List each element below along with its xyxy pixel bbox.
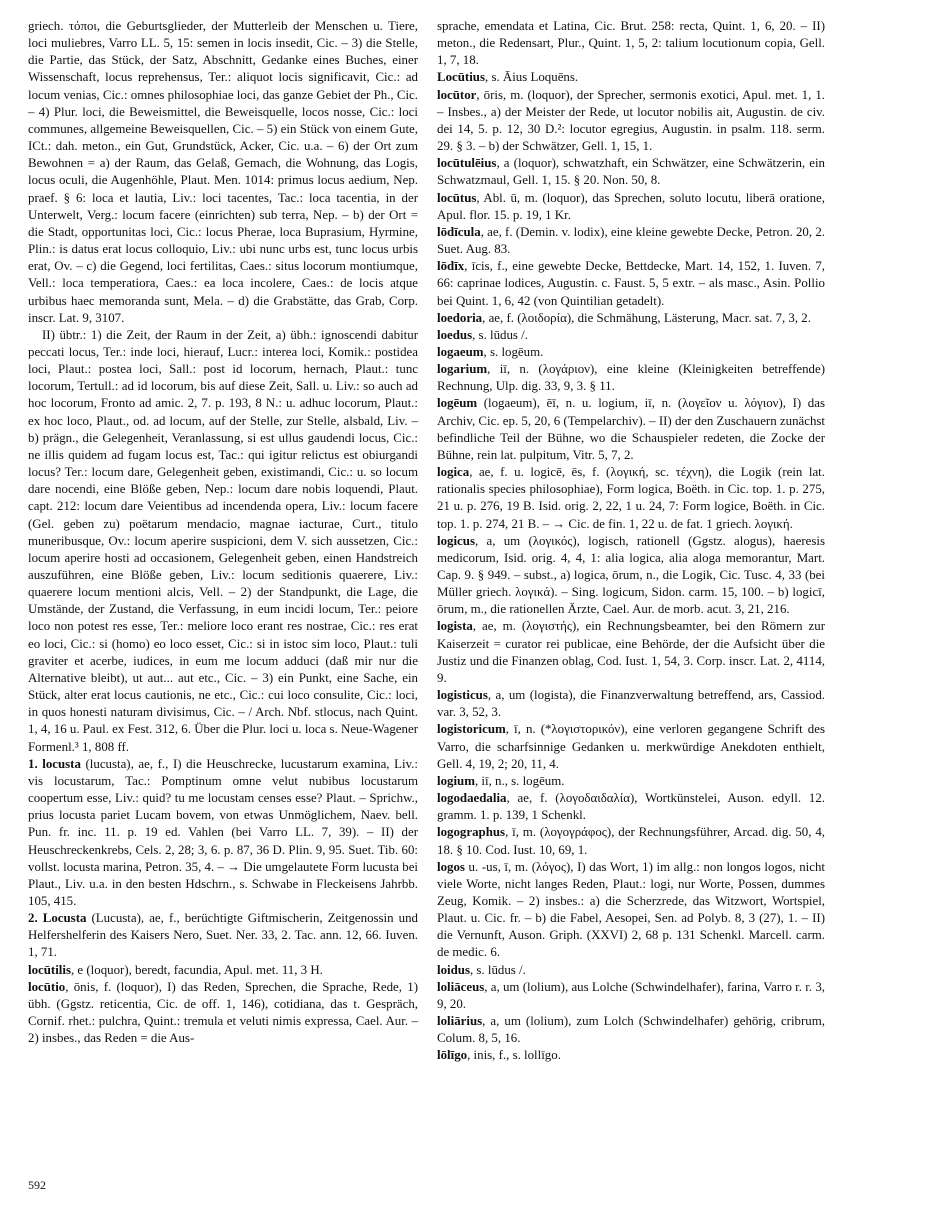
entry-text: , a, um (logista), die Finanzverwaltung betreffend, ars, Cassiod. var. 3, 52, 3.: [437, 688, 825, 720]
entry-headword: 2. Locusta: [28, 911, 87, 926]
entry-headword: loliāceus: [437, 979, 485, 994]
entry-text: , s. lūdus /.: [469, 962, 526, 977]
dictionary-entry: [437, 87, 825, 156]
entry-text: , s. lūdus /.: [472, 327, 528, 342]
entry-headword: logista: [437, 619, 473, 634]
entry-headword: loidus: [437, 962, 470, 977]
dictionary-entry: [28, 979, 418, 1048]
entry-text: u. -us, ī, m. (λόγος), I) das Wort, 1) im allg.: non longos logos, nicht viele Worte, nicht langes Reden, Plaut.: logi, nur Worte, Possen, dummes Zeug, Komik. – 2) insbes.: a) die Scherzrede, das Witzwort, Wortspiel, Plaut. u. Cic. fr. – b) die Fabel, Aesopei, Sen. ad Polyb. 8, 3 (27), 1. – II) die Vernunft, Auson. Griph. (XXVI) 2, 68 p. 131 Schenkl. Marcell. carm. de medic. 6.: [437, 859, 825, 960]
entry-headword: lōdīx: [437, 259, 465, 274]
entry-headword: logistoricum: [437, 722, 506, 737]
dictionary-entry: [437, 361, 825, 395]
entry-headword: loedoria: [437, 310, 483, 325]
entry-headword: logos: [437, 859, 465, 874]
entry-text: sprache, emendata et Latina, Cic. Brut. 258: recta, Quint. 1, 6, 20. – II) meton., die Redensart, Plur., Quint. 1, 5, 2: talium locutionum copia, Gell. 1, 7, 18.: [437, 19, 825, 68]
dictionary-entry: [437, 258, 825, 309]
dictionary-entry: [437, 327, 825, 344]
dictionary-entry: [437, 395, 825, 464]
dictionary-entry: [437, 687, 825, 721]
entry-headword: logodaedalia: [437, 791, 507, 806]
dictionary-entry: [437, 773, 825, 790]
left-column: [28, 18, 418, 1047]
dictionary-entry: [437, 190, 825, 224]
dictionary-entry: [28, 756, 418, 910]
dictionary-entry: [437, 979, 825, 1013]
dictionary-entry: [437, 224, 825, 258]
entry-headword: 1. locusta: [28, 756, 81, 771]
entry-text: griech. τόποι, die Geburtsglieder, der Mutterleib der Menschen u. Tiere, loci muliebres, Varro LL. 5, 15: semen in locis insedit, Cic. – 3) die Stelle, die Partie, das Stück, der Satz, Abschnitt, Gedanke eines Buches, einer Wissenschaft, locus reprehensus, Ter.: aliquot locis significavit, Cic.: ad locum venias, Cic.: omnes philosophiae loci, das ganze Gebiet der Ph., Cic. – 4) Plur. loci, die Beweismittel, die Beweisquelle, locos nosse, Cic.: loci communes, allgemeine Beweisquellen, Cic. – 5) ein Stück von einem Gute, ICt.: dah. meton., ein Gut, Grundstück, Acker, Cic. u.a. – 6) der Ort zum Bewohnen = a) der Raum, das Gelaß, Gemach, die Wohnung, das Logis, locus oculi, die Augenhöhle, Plaut. Men. 1014: primus locus aedium, Nep. praef. § 6: loca et lautia, Liv.: loci tacentes, Tac.: loca tacentia, in der Unterwelt, Verg.: locum facere (einrichten) sub terra, Nep. – b) der Ort = die Stadt, opportunitas loci, Cic.: locus Pherae, loca Buprasium, Hyrmine, Plin.: is datus erat locus colloquio, Liv.: ubi nunc urbs est, tunc locus urbis erat, Ov. – c) die Gegend, loci fertilitas, Caes.: situs locorum montiumque, Vell.: loca temperatiora, Caes.: ea loca incolere, Caes.: de locis atque urbibus haec memoranda sunt, Mela. – d) die Grabstätte, das Grab, Corp. inscr. Lat. 9, 3107.: [28, 19, 418, 325]
dictionary-entry: [437, 69, 825, 86]
dictionary-entry: [28, 327, 418, 756]
entry-text: , s. Āius Loquēns.: [485, 70, 579, 85]
entry-headword: logaeum: [437, 344, 484, 359]
dictionary-entry: [28, 910, 418, 961]
entry-text: , ae, f. (λοιδορία), die Schmähung, Lästerung, Macr. sat. 7, 3, 2.: [482, 310, 811, 325]
entry-headword: loliārius: [437, 1014, 483, 1029]
entry-text: , ae, f. (λογοδαιδαλία), Wortkünstelei, Auson. edyll. 12. gramm. 1. p. 139, 1 Schenkl.: [437, 791, 825, 823]
entry-headword: logicus: [437, 533, 475, 548]
dictionary-entry: [437, 344, 825, 361]
entry-headword: logographus: [437, 825, 506, 840]
entry-text: , ī, n. (*λογιστορικόν), eine verloren gegangene Schrift des Varro, die scharfsinnige Gedanken u. merkwürdige Anekdoten enthielt, Gell. 4, 19, 2; 20, 11, 4.: [437, 722, 825, 771]
entry-text: , a, um (lolium), zum Lolch (Schwindelhafer) gehörig, cribrum, Colum. 8, 5, 16.: [437, 1014, 825, 1046]
dictionary-entry: [437, 1047, 825, 1064]
entry-text: (Lucusta), ae, f., berüchtigte Giftmischerin, Zeitgenossin und Helfershelferin des Kaisers Nero, Suet. Ner. 33, 2. Tac. ann. 12, 66. Iuven. 1, 71.: [28, 911, 418, 960]
page-number: 592: [28, 1178, 46, 1192]
entry-headword: logica: [437, 465, 470, 480]
dictionary-entry: [437, 790, 825, 824]
entry-text: , Abl. ū, m. (loquor), das Sprechen, soluto locutu, liberā oratione, Apul. flor. 15. p. 19, 1 Kr.: [437, 190, 825, 222]
entry-headword: lōdīcula: [437, 224, 481, 239]
entry-text: II) übtr.: 1) die Zeit, der Raum in der Zeit, a) übh.: ignoscendi dabitur peccati locus, Ter.: inde loci, hierauf, Lucr.: interea loci, Komik.: postidea loci, Plaut.: postea loci, Sall.: post id locorum, hernach, Plaut.: tunc locorum, Tertull.: ad id locorum, bis auf diese Zeit, Sall. u. Liv.: so auch ad hoc locorum, Fronto ad amic. 2, 7. p. 193, 8 N.: u. adhuc locorum, Plaut.: ex hoc loco, Plaut., od. ad locum, auf der Stelle, zur Stelle, alsbald, Liv. – b) prägn., die Gelegenheit, Veranlassung, si est ullus gaudendi locus, Cic.: ne illis quidem ad fugam locus est, Tac.: qui igitur relictus est obiurgandi locus? Ter.: locum dare, Gelegenheit geben, existimandi, Cic.: u. so locum dare nocendi, eine Blöße geben, Nep.: locum dare nobis loquendi, Plaut. capt. 212: locum dare Veientibus ad incendenda opera, Liv.: locum facere (Gel. geben zu) poëtarum mendacio, magnae iacturae, Curt., titulo muneribusque, Ov.: locum aperire suspicioni, dem V. sich aussetzen, Cic.: locum aperire hosti ad occasionem, Gelegenheit geben, einen Handstreich auszuführen, eine Blöße geben, Liv.: locum seditionis quaerere, Liv.: quaerere locum mentioni alcis, Vell. – 2) der Standpunkt, die Lage, die Umstände, der Zustand, die Verfassung, in eum incidi locum, Ter.: peiore loco non potest res esse, Ter.: meliore loco erant res nostrae, Cic.: res erat eo loci, Cic.: si (homo) eo loco esset, Cic.: si in istoc sim loco, Plaut.: tuli graviter et acerbe, iudices, in eum me locum adduci (daß mir nur die Alternative bleibt), ut aut... aut etc., Cic. – 3) ein Punkt, eine Sache, ein Stück, alter erat locus cautionis, ne etc., Cic.: cui loco consulite, Cic.: loci, in quos honesti naturam divisimus, Cic. – / Arch. Nbf. stlocus, nach Quint. 1, 4, 16 u. Paul. ex Fest. 312, 6. Über die Plur. loci u. loca s. Neue-Wagener Formenl.³ 1, 808 ff.: [28, 327, 418, 754]
entry-text: , ōnis, f. (loquor), I) das Reden, Sprechen, die Sprache, Rede, 1) übh. (Ggstz. reticentia, Cic. de off. 1, 146), cotidiana, das t. Gespräch, Cornif. rhet.: pulchra, Quint.: tremula et veluti nimis expressa, Cael. Aur. – 2) insbes., das Reden = die Aus-: [28, 979, 418, 1046]
dictionary-entry: [437, 962, 825, 979]
entry-headword: logēum: [437, 396, 478, 411]
entry-headword: loedus: [437, 327, 473, 342]
entry-text: , iī, n. (λογάριον), eine kleine (Kleinigkeiten betreffende) Rechnung, Ulp. dig. 33, 9, 3. § 11.: [437, 362, 825, 394]
entry-text: , e (loquor), beredt, facundia, Apul. met. 11, 3 H.: [70, 962, 323, 977]
entry-text: , ae, f. u. logicē, ēs, f. (λογική, sc. τέχνη), die Logik (rein lat. rationalis species philosophiae), Form logica, Boëth. in Cic. top. 1. p. 275, 21 u. p. 276, 19 B. Isid. orig. 2, 22, 1 u. 24, 7: Form logice, Boëth. in Cic. top. 1. p. 274, 21 B. – → Cic. de fin. 1, 22 u. de fat. 1 griech. λογική.: [437, 465, 825, 531]
entry-text: (lucusta), ae, f., I) die Heuschrecke, lucustarum examina, Liv.: vis locustarum, Tac.: Pomptinum omne velut nubibus locustarum coopertum esse, Liv.: quid? tu me locustam censes esse? Plaut. – Sprichw., prius locusta pariet Lucam bovem, von etwas Unmöglichem, Naev. bell. Pun. fr. inc. 11. p. 19 ed. Vahlen (bei Varro LL. 7, 39). – II) der Heuschreckenkrebs, Cels. 2, 28; 3, 6. p. 87, 36 D. Plin. 9, 95. Suet. Tib. 60: vollst. locusta marina, Petron. 35, 4. – → Die umgelautete Form lucusta bei Plaut., Liv. u.a. in den besten Hdschrn., s. Schwabe in Fleckeisens Jahrbb. 105, 415.: [28, 756, 418, 908]
entry-headword: locūtulēius: [437, 156, 497, 171]
dictionary-entry: [437, 618, 825, 687]
dictionary-entry: [437, 824, 825, 858]
entry-headword: lōlīgo: [437, 1048, 468, 1063]
dictionary-entry: [437, 464, 825, 533]
right-column: [437, 18, 825, 1065]
dictionary-entry: [437, 859, 825, 962]
entry-text: , s. logēum.: [483, 344, 544, 359]
dictionary-entry: [437, 310, 825, 327]
dictionary-entry: [437, 533, 825, 619]
entry-headword: locūtio: [28, 979, 66, 994]
dictionary-entry: [28, 962, 418, 979]
dictionary-entry: [437, 155, 825, 189]
entry-headword: logarium: [437, 362, 488, 377]
entry-text: (logaeum), ēī, n. u. logium, iī, n. (λογεῖον u. λόγιον), I) das Archiv, Cic. ep. 5, 20, 6 (Tempelarchiv). – II) der den Zuschauern zunächst befindliche Teil der Bühne, wo die Schauspieler redeten, die Zocke der Bühne, rein lat. pulpitum, Vitr. 5, 7, 2.: [437, 396, 825, 462]
entry-headword: logisticus: [437, 688, 488, 703]
entry-text: , a (loquor), schwatzhaft, ein Schwätzer, eine Schwätzerin, ein Schwatzmaul, Gell. 1, 15. § 20. Non. 50, 8.: [437, 156, 825, 188]
entry-text: , ae, f. (Demin. v. lodix), eine kleine gewebte Decke, Petron. 20, 2. Suet. Aug. 83.: [437, 224, 825, 257]
entry-headword: locūtor: [437, 87, 477, 102]
entry-text: , īcis, f., eine gewebte Decke, Bettdecke, Mart. 14, 152, 1. Iuven. 7, 66: caprinae lodices, Augustin. c. Faust. 5, 5 extr. – als masc., Asin. Pollio bei Quint. 1, 6, 42 (von Quintilian getadelt).: [437, 259, 825, 308]
entry-headword: locūtilis: [28, 962, 71, 977]
entry-text: , a, um (lolium), aus Lolche (Schwindelhafer), farina, Varro r. r. 3, 9, 20.: [437, 979, 825, 1011]
entry-text: , a, um (λογικός), logisch, rationell (Ggstz. alogus), haeresis medicorum, Isid. orig. 4, 4, 1: alia logica, alia aloga memorantur, Mart. Cap. 9. § 949. – subst., a) logica, ōrum, n., die Logik, Cic. Tusc. 4, 33 (bei Müller griech. λογικά). – Sing. logicum, Sidon. carm. 15, 100. – b) logicī, ōrum, m., die rationellen Ärzte, Cael. Aur. de morb. acut. 3, 21, 216.: [437, 533, 825, 617]
entry-headword: Locūtius: [437, 70, 485, 85]
entry-headword: locūtus: [437, 190, 477, 205]
entry-text: , inis, f., s. lollīgo.: [467, 1048, 561, 1063]
entry-headword: logium: [437, 773, 475, 788]
dictionary-entry: [28, 18, 418, 327]
dictionary-entry: [437, 1013, 825, 1047]
entry-text: , ae, m. (λογιστής), ein Rechnungsbeamter, bei den Römern zur Kaiserzeit = curator rei publicae, eine Behörde, der die Aufsicht über die Justiz und die Finanzen oblag, Cod. Iust. 1, 54, 3. Corp. inscr. Lat. 2, 4114, 9.: [437, 619, 825, 685]
entry-text: , ī, m. (λογογράφος), der Rechnungsführer, Arcad. dig. 50, 4, 18. § 10. Cod. Iust. 10, 69, 1.: [437, 825, 825, 857]
dictionary-entry: [437, 721, 825, 772]
entry-text: , iī, n., s. logēum.: [474, 773, 565, 788]
entry-text: , ōris, m. (loquor), der Sprecher, sermonis exotici, Apul. met. 1, 1. – Insbes., a) der Meister der Rede, ut locutor nobilis ait, Augustin. de civ. dei 14, 5. p. 12, 30 D.²: locutor egregius, Augustin. in psalm. 118. serm. 29. § 3. – b) der Schwätzer, Gell. 1, 15, 1.: [437, 87, 825, 154]
dictionary-entry: [437, 18, 825, 69]
